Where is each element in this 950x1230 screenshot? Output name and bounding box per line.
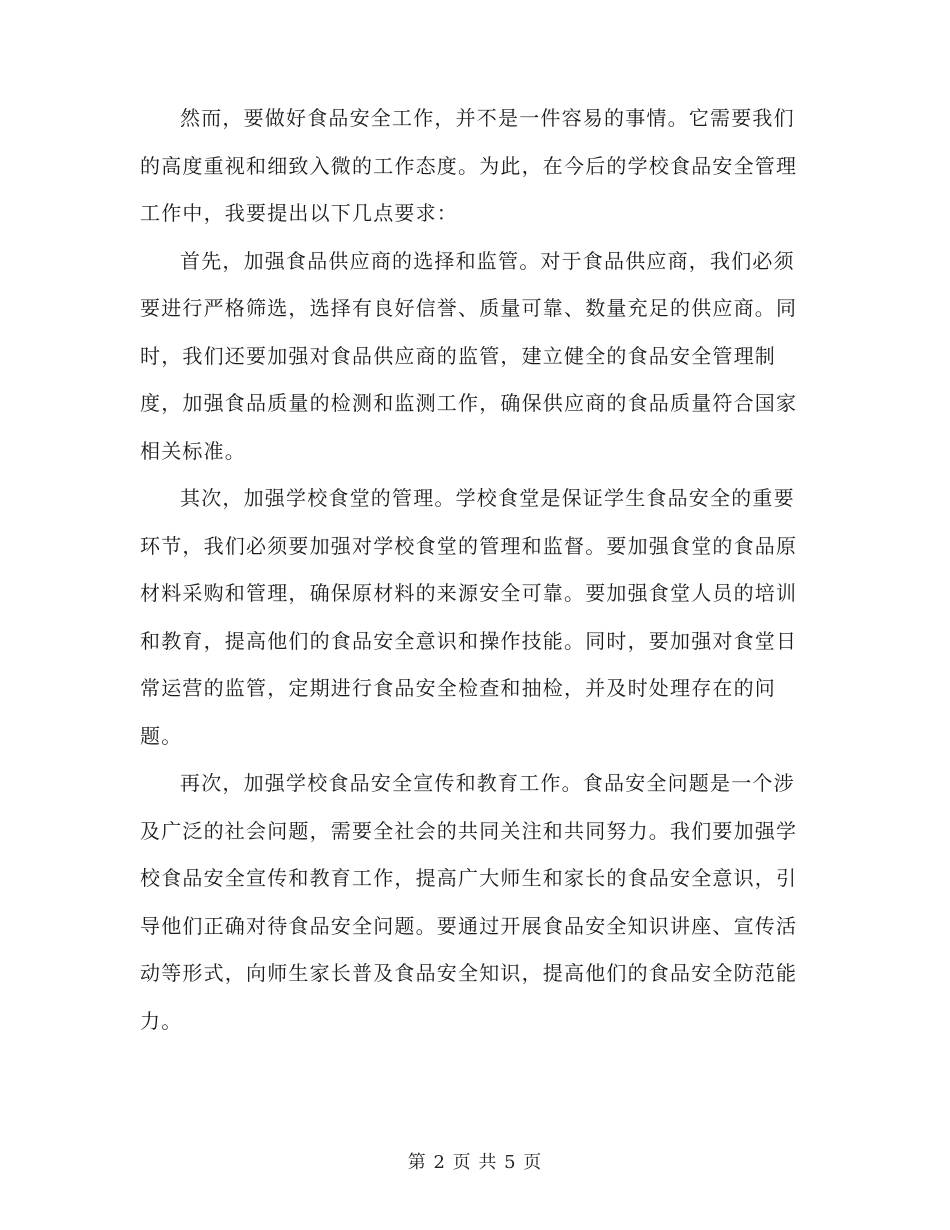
page-number-footer: 第 2 页 共 5 页 xyxy=(407,1152,543,1173)
paragraph-canteen: 其次，加强学校食堂的管理。学校食堂是保证学生食品安全的重要环节，我们必须要加强对学校食堂的管理和监督。要加强食堂的食品原材料采购和管理，确保原材料的来源安全可靠。要加强食堂人员的培训和教育，提高他们的食品安全意识和操作技能。同时，要加强对食堂日常运营的监管，定期进行食品安全检查和抽检，并及时处理存在的问题。 xyxy=(140,486,798,748)
paragraph-education: 再次，加强学校食品安全宣传和教育工作。食品安全问题是一个涉及广泛的社会问题，需要全社会的共同关注和共同努力。我们要加强学校食品安全宣传和教育工作，提高广大师生和家长的食品安全意识，引导他们正确对待食品安全问题。要通过开展食品安全知识讲座、宣传活动等形式，向师生家长普及食品安全知识，提高他们的食品安全防范能力。 xyxy=(140,771,798,1033)
paragraph-supplier: 首先，加强食品供应商的选择和监管。对于食品供应商，我们必须要进行严格筛选，选择有良好信誉、质量可靠、数量充足的供应商。同时，我们还要加强对食品供应商的监管，建立健全的食品安全管理制度，加强食品质量的检测和监测工作，确保供应商的食品质量符合国家相关标准。 xyxy=(140,248,798,463)
paragraph-intro: 然而，要做好食品安全工作，并不是一件容易的事情。它需要我们的高度重视和细致入微的工作态度。为此，在今后的学校食品安全管理工作中，我要提出以下几点要求： xyxy=(140,106,798,225)
document-body xyxy=(140,95,800,1045)
